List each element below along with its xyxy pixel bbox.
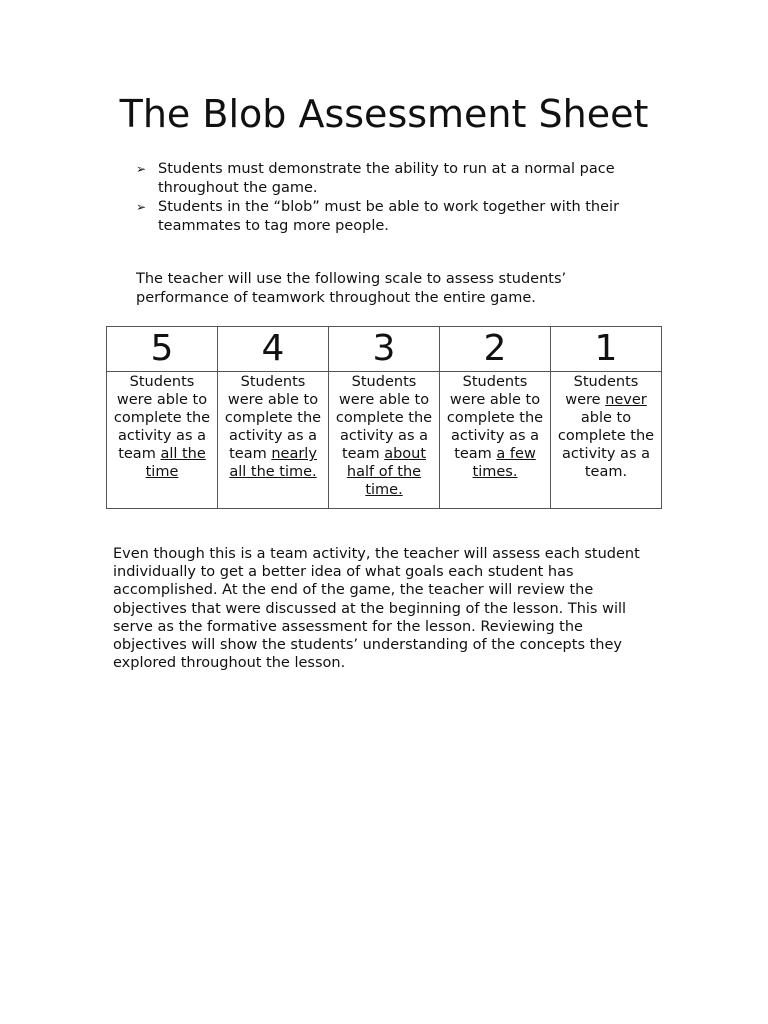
- score-description: [329, 372, 440, 509]
- score-description: [107, 372, 218, 509]
- score-description: [440, 372, 551, 509]
- description-emphasis: all the time: [145, 446, 206, 480]
- list-item-text: Students in the “blob” must be able to work together with their teammates to tag more people.: [158, 199, 620, 234]
- description-emphasis: nearly all the time.: [229, 446, 317, 480]
- description-emphasis: never: [605, 392, 647, 408]
- assessment-scale-table: [106, 326, 662, 509]
- description-text: Students were: [565, 374, 639, 408]
- table-row: [107, 372, 662, 509]
- list-item: [136, 160, 676, 198]
- objectives-list: [136, 160, 676, 236]
- description-emphasis: about half of the time.: [346, 446, 427, 498]
- score-description: [218, 372, 329, 509]
- score-header: 2: [440, 327, 551, 372]
- description-text: Students were able to complete the activity as a team: [446, 374, 544, 462]
- arrow-bullet-icon: ➢: [136, 200, 147, 214]
- score-header: 5: [107, 327, 218, 372]
- page-title: The Blob Assessment Sheet: [119, 92, 649, 136]
- list-item-text: Students must demonstrate the ability to run at a normal pace throughout the game.: [158, 161, 615, 196]
- description-text: Students were able to complete the activity as a team: [224, 374, 322, 462]
- description-text: Students were able to complete the activity as a team: [335, 374, 433, 462]
- scale-intro-paragraph: The teacher will use the following scale to assess students’ performance of teamwork throughout the entire game.: [136, 271, 567, 306]
- description-emphasis: a few times.: [472, 446, 536, 480]
- list-item: [136, 198, 676, 236]
- description-text: Students were able to complete the activity as a team: [113, 374, 211, 462]
- score-header: 3: [329, 327, 440, 372]
- arrow-bullet-icon: ➢: [136, 162, 147, 176]
- score-description: [551, 372, 662, 509]
- description-text: able to complete the activity as a team.: [557, 410, 655, 480]
- closing-paragraph: Even though this is a team activity, the teacher will assess each student individually to get a better idea of what goals each student has accomplished. At the end of the game, the teacher will review the objectives that were discussed at the beginning of the lesson. This will serve as the formative assessment for the lesson. Reviewing the objectives will show the students’ understanding of the concepts they explored throughout the lesson.: [113, 546, 640, 672]
- score-header: 4: [218, 327, 329, 372]
- score-header: 1: [551, 327, 662, 372]
- table-header-row: [107, 327, 662, 372]
